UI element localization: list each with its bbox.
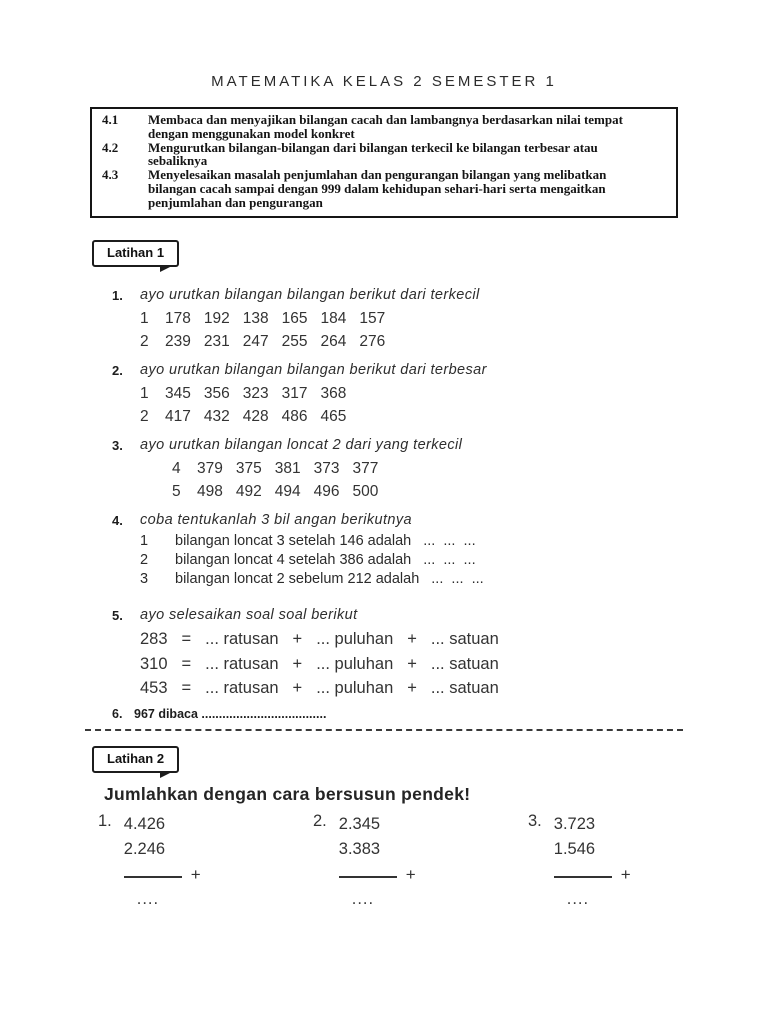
- equation-token: ... puluhan: [316, 630, 394, 648]
- equation-token: ... ratusan: [205, 654, 279, 673]
- answer-blank: ....: [136, 890, 160, 908]
- sum-rule: [554, 876, 612, 878]
- number: 165: [281, 310, 308, 327]
- equation-token: ... puluhan: [316, 654, 394, 673]
- question-3: [0, 434, 768, 503]
- number: 368: [320, 385, 347, 402]
- sum-rule-row: [339, 865, 416, 885]
- equation-token: ... ratusan: [205, 679, 279, 697]
- answer-blanks: ... ... ...: [431, 571, 484, 587]
- number: 492: [235, 483, 262, 500]
- number-row: [0, 382, 768, 405]
- question-text: 967 dibaca ....................................: [134, 706, 327, 721]
- number: 323: [242, 385, 269, 402]
- equation-token: +: [292, 654, 303, 673]
- number: 377: [352, 460, 379, 477]
- page-title: MATEMATIKA KELAS 2 SEMESTER 1: [211, 73, 557, 90]
- number: 375: [235, 460, 262, 477]
- question-2-head: [0, 359, 768, 382]
- answer-blank: ....: [351, 890, 375, 908]
- sub-item-text: bilangan loncat 3 setelah 146 adalah: [175, 533, 412, 549]
- sum-rule: [124, 876, 182, 878]
- number: 317: [281, 385, 308, 402]
- latihan-2-tag: [92, 746, 179, 773]
- answer-blanks: ... ... ...: [423, 533, 476, 549]
- number: 373: [313, 460, 340, 477]
- question-prompt: ayo urutkan bilangan bilangan berikut dari terbesar: [140, 362, 487, 378]
- number: 231: [203, 333, 230, 350]
- competency-box: [90, 107, 678, 218]
- question-number: 6.: [112, 706, 123, 721]
- sub-item: [0, 570, 768, 589]
- latihan-1-tag: [92, 240, 179, 267]
- number: 379: [197, 460, 223, 477]
- number: 5: [172, 483, 181, 500]
- latihan-1-questions: [0, 284, 768, 723]
- problem-number: 1.: [98, 812, 112, 830]
- number: 496: [313, 483, 340, 500]
- question-5: [0, 604, 768, 701]
- addend-bottom: 2.246: [123, 840, 166, 858]
- sub-item-text: bilangan loncat 4 setelah 386 adalah: [175, 552, 412, 568]
- equation-token: 310: [140, 654, 168, 673]
- competency-text: Mengurutkan bilangan-bilangan dari bilangan terkecil ke bilangan terbesar atau sebaliknya: [148, 139, 598, 169]
- addition-problem-2: [313, 812, 416, 909]
- number: 381: [274, 460, 301, 477]
- sum-rule-row: [554, 865, 631, 885]
- question-prompt: ayo urutkan bilangan bilangan berikut dari terkecil: [140, 287, 480, 303]
- number: 465: [320, 408, 347, 425]
- answer-blanks: ... ... ...: [423, 552, 476, 568]
- sub-item-label: 3: [140, 571, 149, 587]
- question-number: 2.: [112, 363, 123, 378]
- competency-item: [100, 141, 666, 169]
- problem-number: 2.: [313, 812, 327, 830]
- number: 184: [320, 310, 347, 327]
- problem-body: [124, 812, 201, 909]
- dashed-separator: [85, 729, 683, 731]
- competency-number: 4.1: [102, 112, 119, 127]
- number: 192: [203, 310, 230, 327]
- equation-token: +: [292, 679, 303, 697]
- sub-item-text: bilangan loncat 2 sebelum 212 adalah: [175, 571, 420, 587]
- number: 1: [140, 310, 149, 327]
- addition-problem-3: [528, 812, 631, 909]
- question-1-head: [0, 284, 768, 307]
- addend-top: 3.723: [553, 815, 596, 833]
- plus-sign: +: [405, 865, 416, 884]
- question-prompt: ayo urutkan bilangan loncat 2 dari yang terkecil: [140, 437, 463, 453]
- question-4: [0, 509, 768, 589]
- question-2: [0, 359, 768, 428]
- equation-token: ... ratusan: [205, 630, 279, 648]
- number: 264: [320, 333, 347, 350]
- problem-body: [554, 812, 631, 909]
- number: 432: [203, 408, 230, 425]
- number: 428: [242, 408, 269, 425]
- addition-problem-1: [98, 812, 201, 909]
- competency-item: [100, 168, 666, 209]
- plus-sign: +: [620, 865, 631, 884]
- number-row: [0, 457, 768, 480]
- number: 356: [203, 385, 230, 402]
- equation-token: ... satuan: [430, 630, 499, 648]
- sub-item: [0, 532, 768, 551]
- equation-token: =: [181, 654, 192, 673]
- problem-number: 3.: [528, 812, 542, 830]
- sub-item-label: 2: [140, 552, 149, 568]
- number: 498: [197, 483, 223, 500]
- question-prompt: coba tentukanlah 3 bil angan berikutnya: [140, 512, 412, 528]
- sub-item: [0, 551, 768, 570]
- question-6: [0, 706, 768, 723]
- number: 247: [242, 333, 269, 350]
- problem-body: [339, 812, 416, 909]
- addend-bottom: 1.546: [553, 840, 596, 858]
- sub-item-label: 1: [140, 533, 149, 549]
- question-number: 3.: [112, 438, 123, 453]
- question-number: 4.: [112, 513, 123, 528]
- equation-token: +: [407, 679, 417, 697]
- sum-rule: [339, 876, 397, 878]
- equation-token: ... satuan: [430, 654, 499, 673]
- number: 138: [242, 310, 269, 327]
- competency-number: 4.2: [102, 139, 119, 155]
- equation-row: [0, 676, 768, 701]
- number: 1: [140, 385, 149, 402]
- number: 178: [165, 310, 191, 327]
- equation-token: +: [407, 654, 417, 673]
- number: 4: [172, 460, 181, 477]
- equation-token: 283: [140, 630, 168, 648]
- number: 255: [281, 333, 308, 350]
- number: 345: [165, 385, 191, 402]
- addend-top: 2.345: [338, 815, 381, 833]
- competency-text: Membaca dan menyajikan bilangan cacah dan lambangnya berdasarkan nilai tempat dengan menggunakan model konkret: [148, 112, 623, 141]
- question-5-head: [0, 604, 768, 627]
- number: 500: [352, 483, 379, 500]
- number: 2: [140, 333, 149, 350]
- number-row: [0, 405, 768, 428]
- addend-top: 4.426: [123, 815, 166, 833]
- equation-token: ... satuan: [430, 679, 499, 697]
- equation-token: 453: [140, 679, 168, 697]
- number: 239: [165, 333, 191, 350]
- competency-item: [100, 113, 666, 141]
- question-number: 1.: [112, 288, 123, 303]
- question-1: [0, 284, 768, 353]
- latihan-2-heading: Jumlahkan dengan cara bersusun pendek!: [104, 784, 471, 804]
- equation-token: =: [181, 679, 192, 697]
- number-row: [0, 330, 768, 353]
- equation-token: +: [292, 630, 303, 648]
- competency-text: Menyelesaikan masalah penjumlahan dan pengurangan bilangan yang melibatkan bilangan cacah sampai dengan 999 dalam kehidupan sehari-hari serta mengaitkan penjumlahan dan pengurangan: [148, 167, 607, 210]
- question-prompt: ayo selesaikan soal soal berikut: [140, 607, 358, 623]
- equation-token: +: [407, 630, 417, 648]
- equation-row: [0, 627, 768, 652]
- plus-sign: +: [190, 865, 201, 884]
- sum-rule-row: [124, 865, 201, 885]
- equation-row: [0, 652, 768, 677]
- number: 2: [140, 408, 149, 425]
- number: 276: [359, 333, 386, 350]
- number-row: [0, 480, 768, 503]
- competency-number: 4.3: [102, 167, 119, 183]
- addend-bottom: 3.383: [338, 840, 381, 858]
- number: 486: [281, 408, 308, 425]
- question-4-head: [0, 509, 768, 532]
- question-3-head: [0, 434, 768, 457]
- number: 157: [359, 310, 386, 327]
- number-row: [0, 307, 768, 330]
- question-number: 5.: [112, 608, 123, 623]
- latihan-1-label: Latihan 1: [107, 245, 165, 260]
- answer-blank: ....: [566, 890, 590, 908]
- number: 417: [165, 408, 191, 425]
- latihan-2-label: Latihan 2: [107, 751, 165, 766]
- equation-token: =: [181, 630, 192, 648]
- equation-token: ... puluhan: [316, 679, 394, 697]
- number: 494: [274, 483, 301, 500]
